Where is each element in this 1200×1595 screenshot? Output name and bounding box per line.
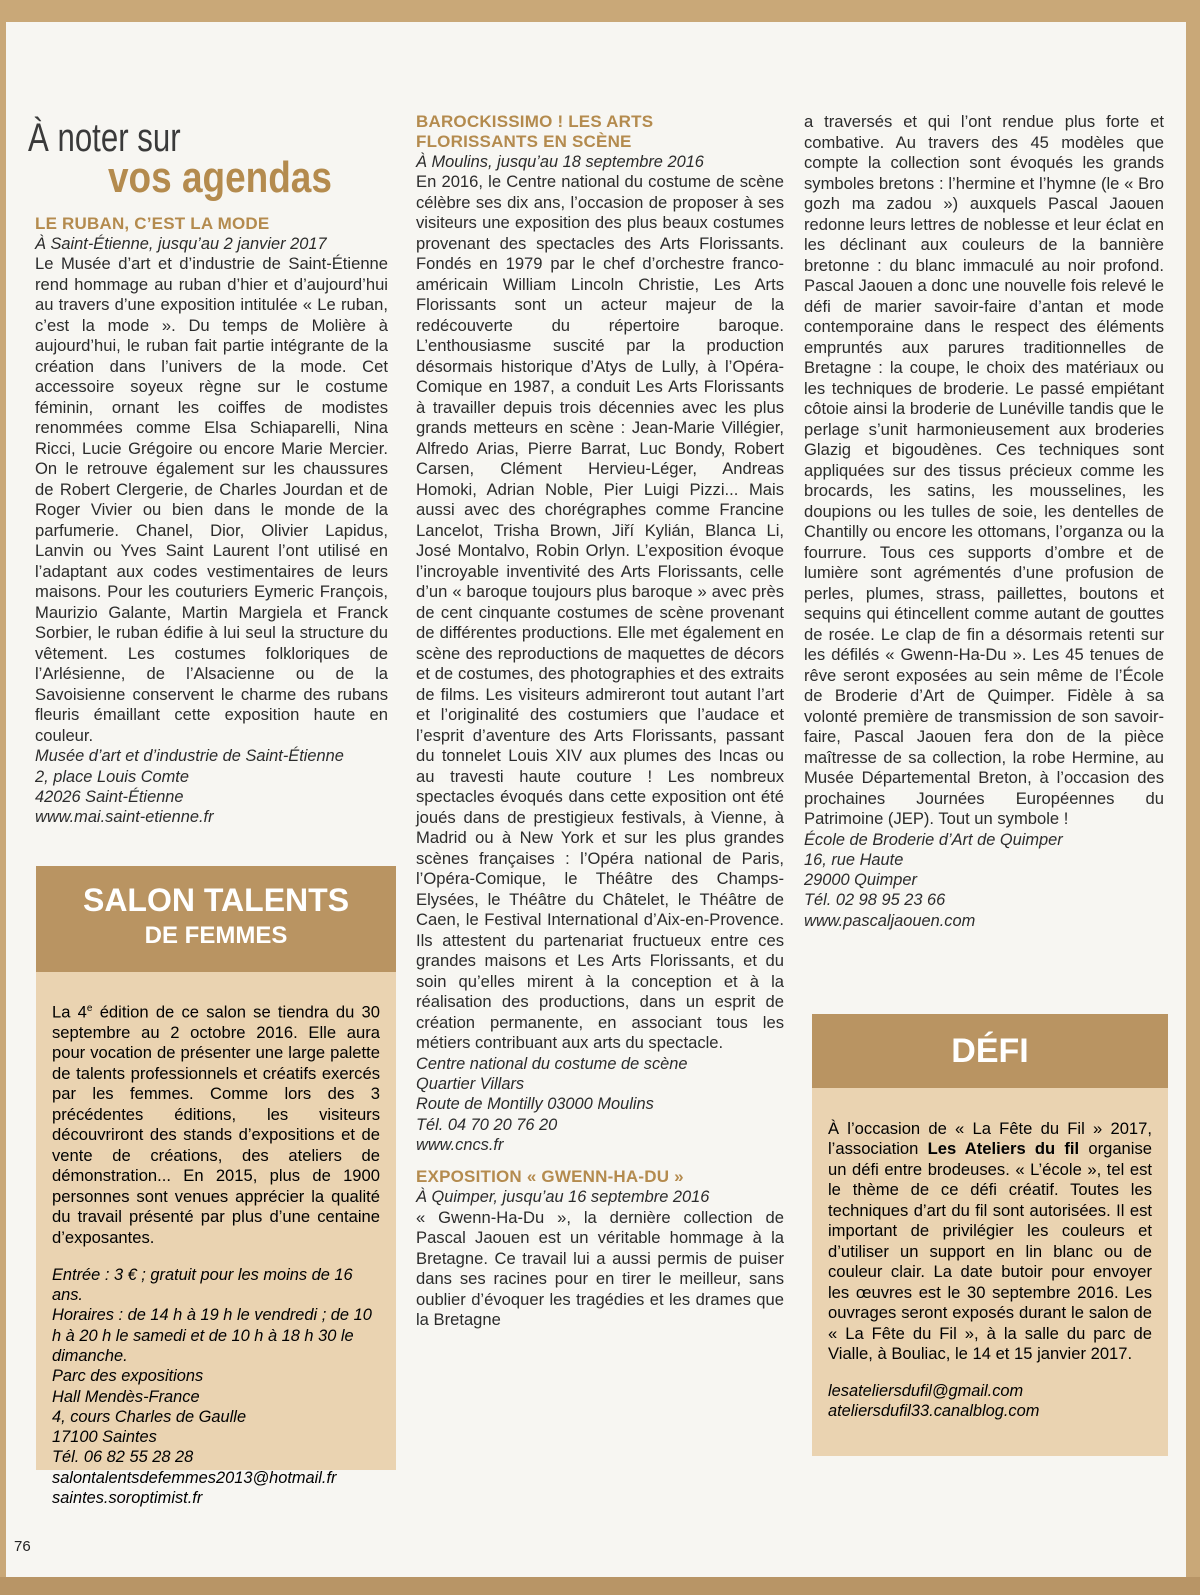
bottom-band [0,1577,1200,1595]
address-line: 29000 Quimper [804,871,917,890]
salon-info: Entrée : 3 € ; gratuit pour les moins de 16 ans. [52,1265,353,1305]
address-line: Centre national du costume de scène [416,1054,688,1073]
article-gwenn-heading: EXPOSITION « GWENN-HA-DU » [416,1167,684,1187]
heading-line: FLORISSANTS EN SCÈNE [416,132,632,151]
article-ruban-subtitle: À Saint-Étienne, jusqu’au 2 janvier 2017 [35,235,327,253]
salon-info: Hall Mendès-France [52,1387,200,1406]
salon-info: Horaires : de 14 h à 19 h le vendredi ; de 10 h à 20 h le samedi et de 10 h à 18 h 30 le dimanche. [52,1306,372,1365]
salon-body-sup: e [86,1002,93,1014]
address-line: Route de Montilly 03000 Moulins [416,1095,654,1114]
column-right [804,112,1164,931]
defi-box [812,1014,1168,1456]
title-line-2: vos agendas [108,153,332,202]
defi-email-link[interactable]: lesateliersdufil@gmail.com [828,1382,1024,1401]
salon-box [36,866,396,1507]
defi-association-name: Les Ateliers du fil [927,1139,1080,1159]
address-line: Quartier Villars [416,1075,525,1094]
address-line: École de Broderie d’Art de Quimper [804,830,1063,849]
column-left [28,118,388,827]
article-barock-subtitle: À Moulins, jusqu’au 18 septembre 2016 [416,153,704,171]
defi-body-rest: organise un défi entre brodeuses. « L’école », tel est le thème de ce défi créatif. Toutes les techniques d’art du fil sont autorisées. Il est important de privilégier les couleurs et d’utiliser un support en lin blanc ou de couleur clair. La date butoir pour envoyer les œuvres est le 30 septembre 2016. Les ouvrages seront exposés durant le salon de « La Fête du Fil », à la salle du parc de Vialle, à Bouliac, le 14 et 15 janvier 2017. [828,1139,1152,1364]
article-barock-heading [416,112,784,152]
salon-phone: Tél. 06 82 55 28 28 [52,1448,194,1467]
address-line: 2, place Louis Comte [35,767,189,786]
address-line: Musée d’art et d’industrie de Saint-Étienne [35,747,344,766]
address-line: 42026 Saint-Étienne [35,787,184,806]
salon-box-body [36,972,396,1508]
article-gwenn-body-continued: a traversés et qui l’ont rendue plus forte et combative. Au travers des 45 modèles que compte la collection sont évoqués les grands symboles bretons : l’hermine et l’hymne (le « Bro gozh ma zadou ») auxquels Pascal Jaouen redonne leurs lettres de noblesse et leur éclat en les déclinant aux couleurs de la bannière bretonne : du blanc immaculé au noir profond. Pascal Jaouen a donc une nouvelle fois relevé le défi de marier savoir-faire d’antan et mode contemporaine dans le respect des éléments empruntés aux parures traditionnelles de Bretagne : la coupe, le choix des matériaux ou les techniques de broderie. Le passé empiétant côtoie ainsi la broderie de Lunéville tandis que le perlage s’unit harmonieusement aux broderies Glazig et bigoudènes. Ces techniques sont appliquées sur des tissus précieux comme les brocards, les satins, les mousselines, les doupions ou les tulles de soie, les dentelles de Chantilly ou encore les ottomans, l’organza ou la fourrure. Tous ces supports d’ombre et de lumière sont agrémentés d’une profusion de perles, plumes, strass, paillettes, boutons et sequins qui étincellent comme autant de gouttes de rosée. Le clap de fin a désormais retenti sur les défilés « Gwenn-Ha-Du ». Les 45 tenues de rêve seront exposées au sein même de l’École de Broderie d’Art de Quimper. Fidèle à sa volonté première de transmission de son savoir-faire, Pascal Jaouen fera don de la pièce maîtresse de sa collection, la robe Hermine, au Musée Départemental Breton, à l’occasion des prochaines Journées Européennes du Patrimoine (JEP). Tout un symbole ! [804,112,1164,828]
article-gwenn-body-start: « Gwenn-Ha-Du », la dernière collection de Pascal Jaouen est un véritable hommage à la Bretagne. Ce travail lui a aussi permis de puiser dans ses racines pour en tirer le meilleur, sans oublier d’évoquer les tragédies et les drames que la Bretagne [416,1207,784,1330]
salon-body-start: La 4 [52,1002,87,1022]
address-line: Tél. 04 70 20 76 20 [416,1115,558,1134]
defi-title: DÉFI [951,1032,1029,1070]
page-title [28,118,388,214]
article-ruban-heading: LE RUBAN, C’EST LA MODE [35,214,270,233]
column-middle [416,112,784,1331]
heading-line: BAROCKISSIMO ! LES ARTS [416,112,654,131]
address-line: Tél. 02 98 95 23 66 [804,891,946,910]
salon-title: SALON TALENTS [82,882,350,918]
salon-body-rest: édition de ce salon se tiendra du 30 septembre au 2 octobre 2016. Elle aura pour vocation de présenter une large palette de talents professionnels et créatifs exercés par les femmes. Comme lors des 3 précédentes éditions, les visiteurs découvriront des stands d’expositions et de vente de créations, des ateliers de démonstration... En 2015, plus de 1900 personnes sont venues apprécier la qualité du travail présenté par plus d’une centaine d’exposantes. [52,1002,380,1247]
salon-email-link[interactable]: salontalentsdefemmes2013@hotmail.fr [52,1468,337,1487]
defi-box-header [812,1014,1168,1088]
salon-subtitle: DE FEMMES [144,922,288,949]
title-line-1: À noter sur [28,116,181,160]
salon-info: 17100 Saintes [52,1428,157,1447]
page-number: 76 [14,1538,31,1555]
article-ruban-body: Le Musée d’art et d’industrie de Saint-Étienne rend hommage au ruban d’hier et d’aujourd’hui au travers d’une exposition intitulée « Le ruban, c’est la mode ». Du temps de Molière à aujourd’hui, le ruban fait partie intégrante de la création dans l’univers de la mode. Cet accessoire soyeux règne sur le costume féminin, ornant les coiffes de modistes renommées comme Elsa Schiaparelli, Nina Ricci, Lucie Grégoire ou encore Marie Mercier. On le retrouve également sur les chaussures de Robert Clergerie, de Charles Jourdan et de Roger Vivier ou bien dans le monde de la parfumerie. Chanel, Dior, Olivier Lapidus, Lanvin ou Yves Saint Laurent l’ont utilisé en l’adaptant aux codes vestimentaires de leurs maisons. Pour les couturiers Eymeric François, Maurizio Galante, Martin Margiela et Franck Sorbier, le ruban édifie à lui seul la structure du vêtement. Les costumes folkloriques de l’Arlésienne, de l’Alsacienne ou de la Savoisienne conservent le charme des rubans fleuris émaillant cette exposition haute en couleur. [35,254,388,745]
salon-info: Parc des expositions [52,1367,204,1386]
article-ruban [35,214,388,827]
defi-website-link[interactable]: ateliersdufil33.canalblog.com [828,1402,1040,1421]
article-gwenn-subtitle: À Quimper, jusqu’au 16 septembre 2016 [416,1188,710,1207]
website-link[interactable]: www.cncs.fr [416,1135,504,1154]
salon-website-link[interactable]: saintes.soroptimist.fr [52,1488,203,1507]
website-link[interactable]: www.mai.saint-etienne.fr [35,808,214,827]
defi-box-body [812,1088,1168,1422]
article-barock-body: En 2016, le Centre national du costume de scène célèbre ses dix ans, l’occasion de proposer à ses visiteurs une exposition des plus beaux costumes provenant des spectacles des Arts Florissants. Fondés en 1979 par le chef d’orchestre franco-américain William Lincoln Christie, Les Arts Florissants sont un acteur majeur de la redécouverte du répertoire baroque. L’enthousiasme suscité par la production désormais historique d’Atys de Lully, à l’Opéra-Comique en 1987, a conduit Les Arts Florissants à travailler depuis trois décennies avec les plus grands metteurs en scène : Jean-Marie Villégier, Alfredo Arias, Pierre Barrat, Luc Bondy, Robert Carsen, Clément Hervieu-Léger, Andreas Homoki, Adrian Noble, Pier Luigi Pizzi... Mais aussi avec des chorégraphes comme Francine Lancelot, Trisha Brown, Jiří Kylián, Blanca Li, José Montalvo, Robin Orlyn. L’exposition évoque l’incroyable inventivité des Arts Florissants, celle d’un « baroque toujours plus baroque » avec près de cent cinquante costumes de scène provenant de différentes productions. Elle met également en scène des reproductions de maquettes de décors et de costumes, des photographies et des extraits de films. Les visiteurs admireront tout autant l’art et l’originalité des costumiers que l’audace et l’esprit d’aventure des Arts Florissants, passant du tonnelet Louis XIV aux plumes des Incas ou au travesti haute couture ! Les nombreux spectacles évoqués dans cette exposition ont été joués dans de prestigieux festivals, à Vienne, à Madrid ou à New York et sur les plus grandes scènes françaises : l’Opéra national de Paris, l’Opéra-Comique, le Théâtre des Champs- Elysées, le Théâtre du Châtelet, le Théâtre de Caen, le Festival International d’Aix-en-Provence. Ils attestent du partenariat fructueux entre ces grandes maisons et Les Arts Florissants, et du soin qu’elles mirent à la conception et à la réalisation des productions, dans un esprit de création permanente, en associant tous les métiers contribuant aux arts du spectacle. [416,172,784,1053]
address-line: 16, rue Haute [804,850,904,869]
defi-body [828,1119,1152,1365]
website-link[interactable]: www.pascaljaouen.com [804,911,976,930]
salon-body [52,999,380,1249]
salon-info: 4, cours Charles de Gaulle [52,1407,247,1426]
salon-box-header [36,866,396,972]
defi-body-start: À l’occasion de « La Fête du Fil » 2017, l’association [828,1118,1152,1159]
